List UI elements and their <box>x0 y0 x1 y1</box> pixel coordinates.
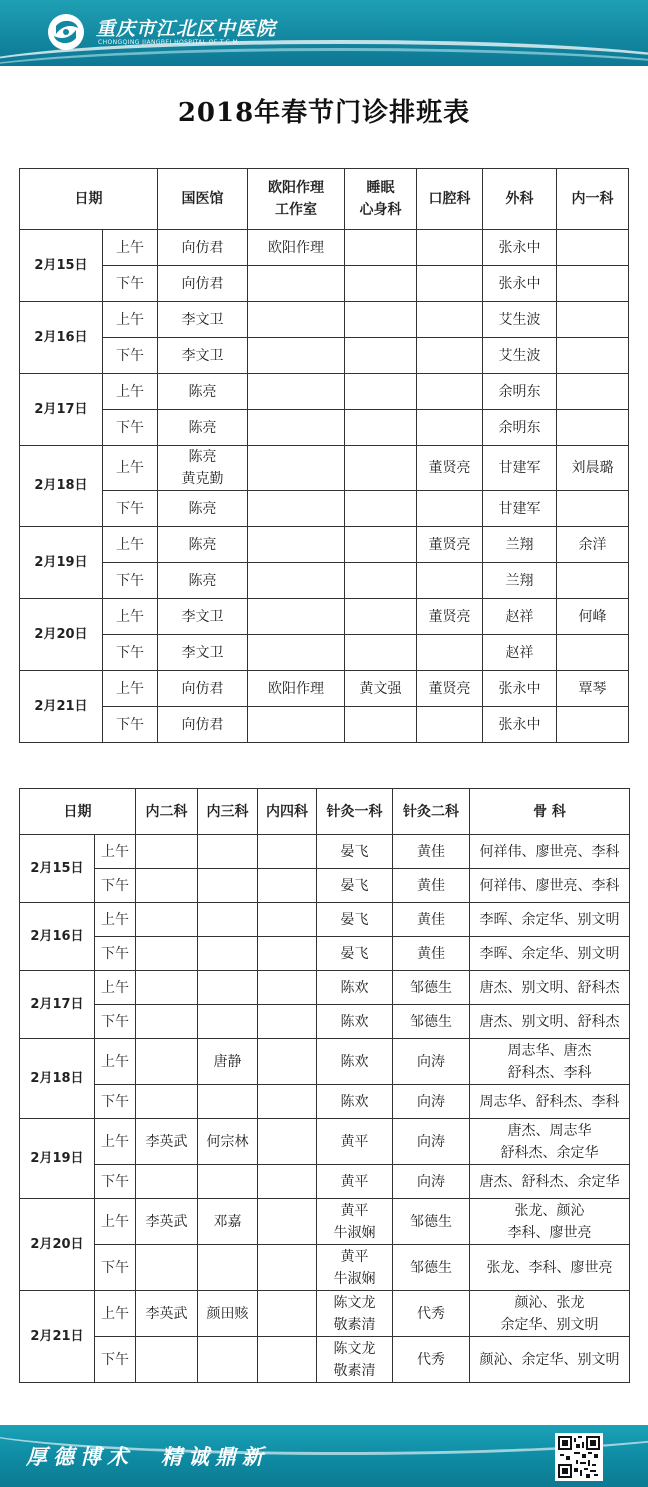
session-cell: 上午 <box>103 599 158 635</box>
table-row <box>20 869 630 903</box>
date-cell: 2月15日 <box>20 230 103 302</box>
session-cell: 下午 <box>103 338 158 374</box>
doctor-cell <box>345 410 417 446</box>
doctor-cell: 董贤亮 <box>417 671 483 707</box>
doctor-cell: 甘建军 <box>483 491 557 527</box>
schedule-table-2 <box>19 788 630 1383</box>
doctor-cell: 向涛 <box>393 1165 470 1199</box>
table-row <box>20 491 629 527</box>
header-row <box>20 789 630 835</box>
doctor-cell <box>417 374 483 410</box>
doctor-cell: 邹德生 <box>393 1199 470 1245</box>
doctor-cell: 赵祥 <box>483 599 557 635</box>
doctor-cell <box>258 869 317 903</box>
doctor-cell: 李文卫 <box>158 599 248 635</box>
column-header: 国医馆 <box>158 169 248 230</box>
doctor-cell <box>248 599 345 635</box>
doctor-cell: 陈欢 <box>317 1005 393 1039</box>
doctor-cell: 陈亮 <box>158 527 248 563</box>
column-header: 日期 <box>20 789 136 835</box>
table-row <box>20 903 630 937</box>
session-cell: 下午 <box>95 869 136 903</box>
table-row <box>20 937 630 971</box>
date-cell: 2月19日 <box>20 527 103 599</box>
doctor-cell <box>417 491 483 527</box>
doctor-cell <box>417 635 483 671</box>
doctor-cell <box>248 707 345 743</box>
doctor-cell: 代秀 <box>393 1291 470 1337</box>
doctor-cell: 何祥伟、廖世亮、李科 <box>470 835 630 869</box>
doctor-cell: 覃琴 <box>557 671 629 707</box>
column-header: 口腔科 <box>417 169 483 230</box>
doctor-cell <box>345 491 417 527</box>
column-header: 内二科 <box>136 789 198 835</box>
doctor-cell: 黄平 <box>317 1119 393 1165</box>
doctor-cell: 向仿君 <box>158 671 248 707</box>
doctor-cell <box>345 563 417 599</box>
doctor-cell <box>258 1337 317 1383</box>
doctor-cell: 赵祥 <box>483 635 557 671</box>
doctor-cell: 向涛 <box>393 1119 470 1165</box>
table-row <box>20 1085 630 1119</box>
doctor-cell: 黄平 牛淑娴 <box>317 1199 393 1245</box>
doctor-cell: 张永中 <box>483 707 557 743</box>
table-row <box>20 1165 630 1199</box>
doctor-cell: 艾生波 <box>483 302 557 338</box>
doctor-cell: 李文卫 <box>158 338 248 374</box>
doctor-cell <box>248 266 345 302</box>
doctor-cell <box>345 338 417 374</box>
doctor-cell <box>557 266 629 302</box>
doctor-cell <box>345 230 417 266</box>
table-row <box>20 1005 630 1039</box>
doctor-cell <box>136 835 198 869</box>
session-cell: 上午 <box>95 1119 136 1165</box>
doctor-cell: 董贤亮 <box>417 446 483 491</box>
session-cell: 下午 <box>103 563 158 599</box>
date-cell: 2月20日 <box>20 599 103 671</box>
doctor-cell <box>345 527 417 563</box>
column-header: 睡眠 心身科 <box>345 169 417 230</box>
doctor-cell: 张龙、李科、廖世亮 <box>470 1245 630 1291</box>
table-row <box>20 635 629 671</box>
date-cell: 2月18日 <box>20 446 103 527</box>
doctor-cell <box>557 410 629 446</box>
column-header: 骨 科 <box>470 789 630 835</box>
doctor-cell: 颜沁、余定华、别文明 <box>470 1337 630 1383</box>
doctor-cell: 陈欢 <box>317 971 393 1005</box>
doctor-cell: 晏飞 <box>317 937 393 971</box>
session-cell: 下午 <box>95 1165 136 1199</box>
doctor-cell <box>258 903 317 937</box>
doctor-cell: 向仿君 <box>158 266 248 302</box>
doctor-cell <box>248 491 345 527</box>
session-cell: 上午 <box>103 446 158 491</box>
doctor-cell: 向仿君 <box>158 230 248 266</box>
session-cell: 上午 <box>95 1039 136 1085</box>
doctor-cell <box>136 937 198 971</box>
doctor-cell: 唐杰、别文明、舒科杰 <box>470 971 630 1005</box>
doctor-cell <box>258 1005 317 1039</box>
session-cell: 上午 <box>103 230 158 266</box>
doctor-cell <box>198 835 258 869</box>
table-row <box>20 599 629 635</box>
doctor-cell <box>345 446 417 491</box>
doctor-cell <box>198 1005 258 1039</box>
doctor-cell <box>248 527 345 563</box>
table-row <box>20 1245 630 1291</box>
session-cell: 下午 <box>103 707 158 743</box>
table-row <box>20 835 630 869</box>
doctor-cell <box>557 707 629 743</box>
column-header: 针灸一科 <box>317 789 393 835</box>
doctor-cell <box>258 971 317 1005</box>
doctor-cell: 黄佳 <box>393 903 470 937</box>
doctor-cell <box>417 563 483 599</box>
session-cell: 下午 <box>95 1245 136 1291</box>
doctor-cell <box>258 1199 317 1245</box>
session-cell: 下午 <box>95 937 136 971</box>
doctor-cell: 余明东 <box>483 374 557 410</box>
doctor-cell: 欧阳作理 <box>248 671 345 707</box>
doctor-cell: 邹德生 <box>393 1005 470 1039</box>
qr-code-icon <box>555 1433 603 1481</box>
doctor-cell <box>198 937 258 971</box>
column-header: 内三科 <box>198 789 258 835</box>
doctor-cell: 何祥伟、廖世亮、李科 <box>470 869 630 903</box>
doctor-cell <box>198 903 258 937</box>
doctor-cell <box>198 1165 258 1199</box>
doctor-cell: 陈亮 黄克勤 <box>158 446 248 491</box>
doctor-cell <box>136 1245 198 1291</box>
date-cell: 2月20日 <box>20 1199 95 1291</box>
session-cell: 上午 <box>103 302 158 338</box>
doctor-cell: 董贤亮 <box>417 599 483 635</box>
doctor-cell: 黄佳 <box>393 869 470 903</box>
doctor-cell <box>417 230 483 266</box>
slogan: 厚德博术 精诚鼎新 <box>26 1444 269 1469</box>
doctor-cell <box>557 563 629 599</box>
session-cell: 下午 <box>103 266 158 302</box>
date-cell: 2月16日 <box>20 903 95 971</box>
doctor-cell <box>136 1165 198 1199</box>
doctor-cell: 黄佳 <box>393 937 470 971</box>
doctor-cell <box>136 971 198 1005</box>
doctor-cell <box>417 338 483 374</box>
doctor-cell: 陈亮 <box>158 563 248 599</box>
doctor-cell: 代秀 <box>393 1337 470 1383</box>
doctor-cell <box>198 1337 258 1383</box>
doctor-cell: 唐静 <box>198 1039 258 1085</box>
doctor-cell <box>258 1085 317 1119</box>
doctor-cell <box>345 635 417 671</box>
session-cell: 下午 <box>103 491 158 527</box>
doctor-cell <box>557 374 629 410</box>
doctor-cell: 欧阳作理 <box>248 230 345 266</box>
table-row <box>20 230 629 266</box>
doctor-cell <box>198 1245 258 1291</box>
doctor-cell <box>136 869 198 903</box>
doctor-cell <box>136 1039 198 1085</box>
session-cell: 上午 <box>95 1291 136 1337</box>
doctor-cell: 黄文强 <box>345 671 417 707</box>
session-cell: 上午 <box>103 374 158 410</box>
header-banner <box>0 0 648 66</box>
column-header: 针灸二科 <box>393 789 470 835</box>
doctor-cell: 晏飞 <box>317 869 393 903</box>
doctor-cell: 晏飞 <box>317 835 393 869</box>
doctor-cell <box>557 302 629 338</box>
doctor-cell <box>136 1085 198 1119</box>
header-row <box>20 169 629 230</box>
doctor-cell <box>345 707 417 743</box>
doctor-cell: 甘建军 <box>483 446 557 491</box>
schedule-table-1 <box>19 168 629 743</box>
hospital-name: 重庆市江北区中医院 <box>96 18 277 40</box>
doctor-cell <box>557 338 629 374</box>
doctor-cell: 兰翔 <box>483 563 557 599</box>
doctor-cell <box>258 1119 317 1165</box>
doctor-cell: 周志华、唐杰 舒科杰、李科 <box>470 1039 630 1085</box>
date-cell: 2月17日 <box>20 374 103 446</box>
table-row <box>20 1199 630 1245</box>
doctor-cell: 邓嘉 <box>198 1199 258 1245</box>
doctor-cell <box>136 1005 198 1039</box>
session-cell: 上午 <box>103 671 158 707</box>
doctor-cell: 陈亮 <box>158 491 248 527</box>
doctor-cell <box>258 937 317 971</box>
doctor-cell <box>345 302 417 338</box>
date-cell: 2月19日 <box>20 1119 95 1199</box>
doctor-cell: 李英武 <box>136 1291 198 1337</box>
session-cell: 上午 <box>95 971 136 1005</box>
doctor-cell: 兰翔 <box>483 527 557 563</box>
hospital-logo-icon <box>46 12 86 52</box>
doctor-cell: 余洋 <box>557 527 629 563</box>
doctor-cell <box>136 1337 198 1383</box>
date-cell: 2月18日 <box>20 1039 95 1119</box>
doctor-cell <box>258 1291 317 1337</box>
table-row <box>20 1119 630 1165</box>
doctor-cell: 李文卫 <box>158 302 248 338</box>
table-row <box>20 1337 630 1383</box>
session-cell: 下午 <box>95 1085 136 1119</box>
doctor-cell: 黄佳 <box>393 835 470 869</box>
table-row <box>20 266 629 302</box>
doctor-cell: 陈文龙 敬素清 <box>317 1291 393 1337</box>
hospital-name-en: CHONGQING JIANGBEI HOSPITAL OF T.C.M <box>98 39 239 46</box>
date-cell: 2月21日 <box>20 1291 95 1383</box>
doctor-cell <box>198 869 258 903</box>
doctor-cell <box>248 338 345 374</box>
doctor-cell <box>248 410 345 446</box>
column-header: 内一科 <box>557 169 629 230</box>
session-cell: 下午 <box>103 635 158 671</box>
doctor-cell: 唐杰、别文明、舒科杰 <box>470 1005 630 1039</box>
doctor-cell: 唐杰、舒科杰、余定华 <box>470 1165 630 1199</box>
table-row <box>20 410 629 446</box>
date-cell: 2月16日 <box>20 302 103 374</box>
doctor-cell: 李文卫 <box>158 635 248 671</box>
doctor-cell: 颜田赅 <box>198 1291 258 1337</box>
session-cell: 下午 <box>95 1337 136 1383</box>
table-row <box>20 527 629 563</box>
doctor-cell <box>248 374 345 410</box>
table-row <box>20 338 629 374</box>
table-row <box>20 563 629 599</box>
doctor-cell <box>557 230 629 266</box>
doctor-cell <box>248 446 345 491</box>
doctor-cell: 陈欢 <box>317 1039 393 1085</box>
doctor-cell: 向涛 <box>393 1039 470 1085</box>
doctor-cell <box>258 1039 317 1085</box>
doctor-cell <box>258 1165 317 1199</box>
doctor-cell: 艾生波 <box>483 338 557 374</box>
doctor-cell: 李英武 <box>136 1199 198 1245</box>
table-row <box>20 374 629 410</box>
table-row <box>20 302 629 338</box>
doctor-cell: 颜沁、张龙 余定华、别文明 <box>470 1291 630 1337</box>
doctor-cell: 周志华、舒科杰、李科 <box>470 1085 630 1119</box>
doctor-cell <box>557 635 629 671</box>
column-header: 外科 <box>483 169 557 230</box>
column-header: 内四科 <box>258 789 317 835</box>
doctor-cell: 黄平 <box>317 1165 393 1199</box>
doctor-cell: 刘晨璐 <box>557 446 629 491</box>
doctor-cell: 何峰 <box>557 599 629 635</box>
doctor-cell <box>417 302 483 338</box>
date-cell: 2月15日 <box>20 835 95 903</box>
doctor-cell: 向仿君 <box>158 707 248 743</box>
doctor-cell <box>417 266 483 302</box>
doctor-cell: 李英武 <box>136 1119 198 1165</box>
doctor-cell <box>417 707 483 743</box>
table-row <box>20 671 629 707</box>
doctor-cell: 陈文龙 敬素清 <box>317 1337 393 1383</box>
session-cell: 上午 <box>95 903 136 937</box>
doctor-cell <box>258 835 317 869</box>
doctor-cell <box>248 302 345 338</box>
doctor-cell: 晏飞 <box>317 903 393 937</box>
doctor-cell: 李晖、余定华、别文明 <box>470 937 630 971</box>
footer-banner <box>0 1425 648 1487</box>
doctor-cell <box>345 599 417 635</box>
doctor-cell <box>248 563 345 599</box>
session-cell: 下午 <box>103 410 158 446</box>
table-row <box>20 1039 630 1085</box>
doctor-cell: 向涛 <box>393 1085 470 1119</box>
doctor-cell: 张永中 <box>483 230 557 266</box>
doctor-cell: 董贤亮 <box>417 527 483 563</box>
doctor-cell: 黄平 牛淑娴 <box>317 1245 393 1291</box>
doctor-cell: 张永中 <box>483 671 557 707</box>
doctor-cell <box>248 635 345 671</box>
doctor-cell <box>198 1085 258 1119</box>
doctor-cell <box>258 1245 317 1291</box>
doctor-cell: 陈亮 <box>158 374 248 410</box>
session-cell: 下午 <box>95 1005 136 1039</box>
column-header: 日期 <box>20 169 158 230</box>
doctor-cell <box>557 491 629 527</box>
doctor-cell <box>417 410 483 446</box>
doctor-cell: 张龙、颜沁 李科、廖世亮 <box>470 1199 630 1245</box>
table-row <box>20 971 630 1005</box>
doctor-cell: 张永中 <box>483 266 557 302</box>
column-header: 欧阳作理 工作室 <box>248 169 345 230</box>
session-cell: 上午 <box>103 527 158 563</box>
doctor-cell: 李晖、余定华、别文明 <box>470 903 630 937</box>
doctor-cell <box>198 971 258 1005</box>
doctor-cell: 陈亮 <box>158 410 248 446</box>
doctor-cell: 陈欢 <box>317 1085 393 1119</box>
doctor-cell: 余明东 <box>483 410 557 446</box>
page-title: 2018年春节门诊排班表 <box>177 98 471 128</box>
session-cell: 上午 <box>95 1199 136 1245</box>
date-cell: 2月21日 <box>20 671 103 743</box>
doctor-cell: 唐杰、周志华 舒科杰、余定华 <box>470 1119 630 1165</box>
table-row <box>20 446 629 491</box>
doctor-cell <box>345 266 417 302</box>
doctor-cell <box>136 903 198 937</box>
doctor-cell: 何宗林 <box>198 1119 258 1165</box>
table-row <box>20 1291 630 1337</box>
doctor-cell: 邹德生 <box>393 971 470 1005</box>
doctor-cell: 邹德生 <box>393 1245 470 1291</box>
doctor-cell <box>345 374 417 410</box>
session-cell: 上午 <box>95 835 136 869</box>
table-row <box>20 707 629 743</box>
date-cell: 2月17日 <box>20 971 95 1039</box>
